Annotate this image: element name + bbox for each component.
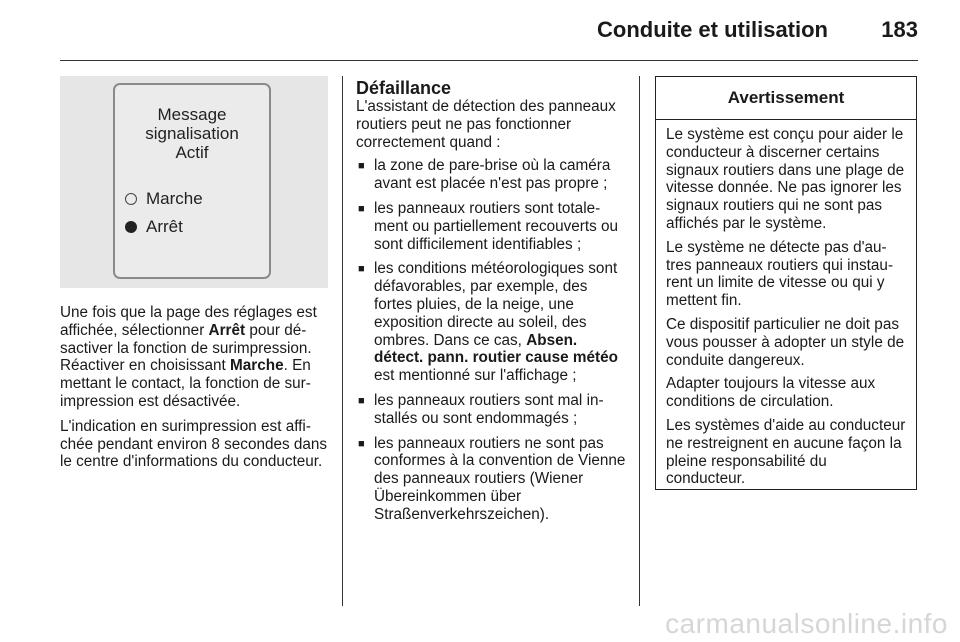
header-divider xyxy=(60,60,918,61)
warning-paragraph: Le système ne détecte pas d'autres panneaux routiers qui instaurent un limite de vitesse ou qui y mettent fin. xyxy=(666,238,894,310)
warning-body xyxy=(656,120,916,488)
column-2-text xyxy=(356,78,626,531)
paragraph: L'indication en surimpression est affichée pendant environ 8 secondes dans le centre d'informations du conducteur. xyxy=(60,417,328,471)
list-item-text: les conditions météorologiques sont défavorables, par exemple, des fortes pluies, de la neige, une exposition directe au soleil, des ombres. Dans ce cas, xyxy=(374,260,618,349)
list-item xyxy=(356,392,626,428)
warning-paragraph: Le système est conçu pour aider le conducteur à discerner certains signaux routiers dans une plage de vitesse donnée. Ne pas ignorer les signaux routiers qui ne sont pas affichés par le système. xyxy=(666,126,905,232)
display-screen xyxy=(113,83,271,279)
warning-paragraph: Adapter toujours la vitesse aux conditions de circulation. xyxy=(666,375,876,411)
bold-term: Marche xyxy=(230,357,284,375)
bullet-icon: ■ xyxy=(358,202,365,215)
option-marche xyxy=(125,189,203,209)
list-item-text: est mentionné sur l'affichage ; xyxy=(374,367,577,385)
warning-heading: Avertissement xyxy=(656,77,916,120)
list-item xyxy=(356,435,626,524)
column-divider-1 xyxy=(342,76,343,606)
radio-unselected-icon xyxy=(125,193,137,205)
bullet-icon: ■ xyxy=(358,160,365,173)
section-heading: Défaillance xyxy=(356,78,452,98)
list-item xyxy=(356,157,626,193)
text-run: . En mettant le contact, la fonction de surimpression est désactivée. xyxy=(60,357,311,410)
warning-box xyxy=(655,76,917,490)
bullet-list xyxy=(356,157,626,523)
display-title-line-1: Message xyxy=(157,105,227,124)
display-title xyxy=(115,105,269,162)
option-label: Marche xyxy=(146,189,203,208)
list-item-text: la zone de pare-brise où la caméra avant est placée n'est pas propre ; xyxy=(374,157,611,193)
bullet-icon: ■ xyxy=(358,437,365,450)
bold-term: Absen. détect. pann. routier cause météo xyxy=(374,331,618,367)
list-item-text: les panneaux routiers sont totalement ou partiellement recouverts ou sont difficilement identifiables ; xyxy=(374,199,619,253)
option-arret xyxy=(125,217,183,237)
warning-paragraph: Ce dispositif particulier ne doit pas vous pousser à adopter un style de conduite dangereux. xyxy=(666,315,905,369)
display-title-line-3: Actif xyxy=(175,143,209,162)
section-title: Conduite et utilisation xyxy=(597,17,828,42)
radio-selected-icon xyxy=(125,221,137,233)
bold-term: Arrêt xyxy=(208,321,246,339)
display-illustration xyxy=(60,76,328,288)
bullet-icon: ■ xyxy=(358,394,365,407)
column-divider-2 xyxy=(639,76,640,606)
bullet-icon: ■ xyxy=(358,263,365,276)
intro-paragraph: L'assistant de détection des panneaux routiers peut ne pas fonctionner correctement quand : xyxy=(356,98,616,151)
list-item xyxy=(356,200,626,253)
text-run: Une fois que la page des réglages est affichée, sélectionner xyxy=(60,304,317,339)
watermark: carmanualsonline.info xyxy=(665,608,948,639)
text-run: pour désactiver la fonction de surimpression. Réactiver en choisissant xyxy=(60,321,312,375)
list-item xyxy=(356,260,626,385)
column-1-text xyxy=(60,304,328,478)
list-item-text: les panneaux routiers ne sont pas conformes à la convention de Vienne des panneaux routiers (Wiener Übereinkommen über Straßenverkehrszeichen). xyxy=(374,434,626,523)
list-item-text: les panneaux routiers sont mal installés ou sont endommagés ; xyxy=(374,391,604,427)
page-number: 183 xyxy=(881,17,918,42)
paragraph xyxy=(60,304,328,411)
option-label: Arrêt xyxy=(146,217,183,236)
display-title-line-2: signalisation xyxy=(145,124,239,143)
warning-paragraph: Les systèmes d'aide au conducteur ne restreignent en aucune façon la pleine responsabilité du conducteur. xyxy=(666,416,906,488)
